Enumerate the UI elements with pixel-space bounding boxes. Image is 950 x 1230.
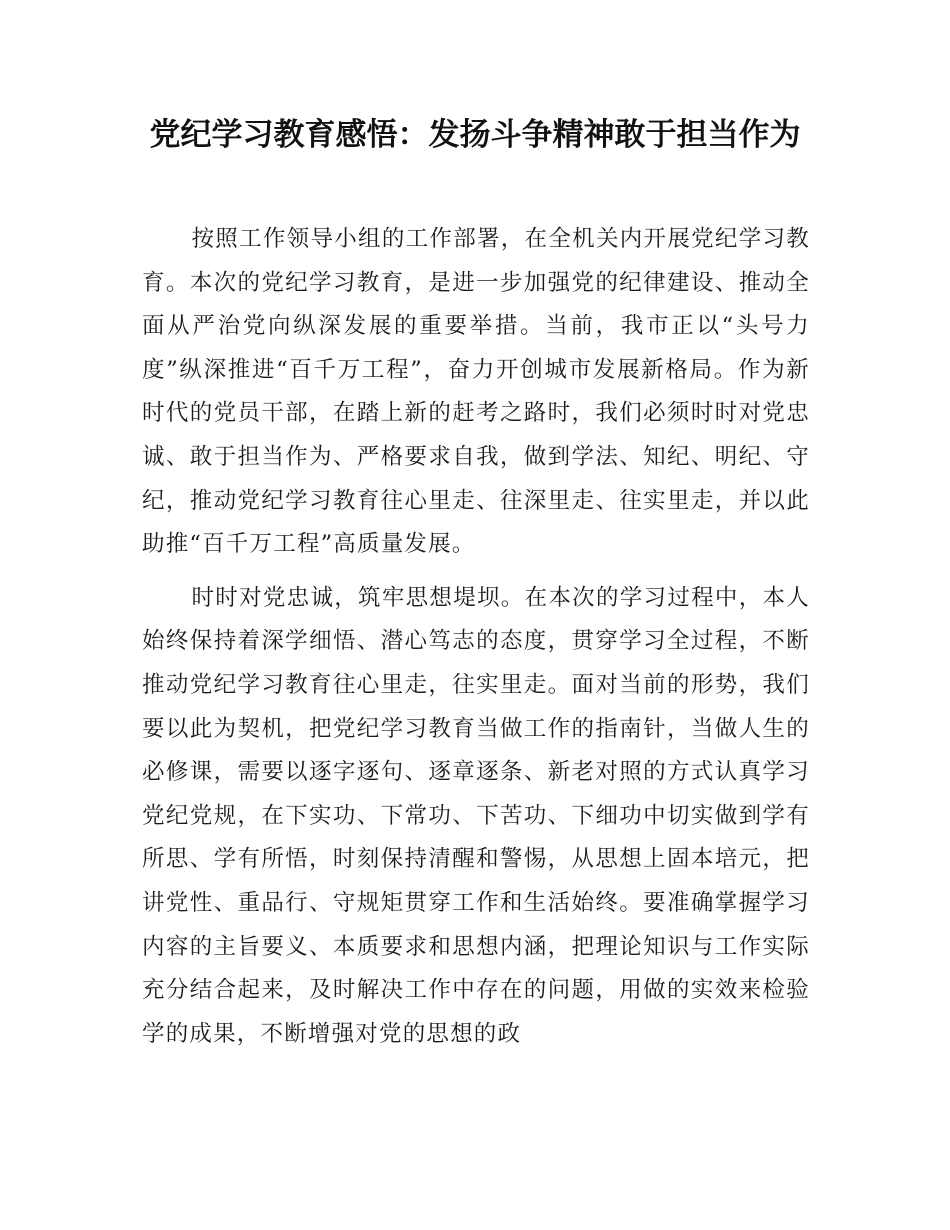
- paragraph-1: 按照工作领导小组的工作部署，在全机关内开展党纪学习教育。本次的党纪学习教育，是进一步加强党的纪律建设、推动全面从严治党向纵深发展的重要举措。当前，我市正以“头号力度”纵深推进“百千万工程”，奋力开创城市发展新格局。作为新时代的党员干部，在踏上新的赶考之路时，我们必须时时对党忠诚、敢于担当作为、严格要求自我，做到学法、知纪、明纪、守纪，推动党纪学习教育往心里走、往深里走、往实里走，并以此助推“百千万工程”高质量发展。: [142, 226, 810, 558]
- document-title: 党纪学习教育感悟：发扬斗争精神敢于担当作为: [149, 117, 801, 153]
- paragraph-2: 时时对党忠诚，筑牢思想堤坝。在本次的学习过程中，本人始终保持着深学细悟、潜心笃志的态度，贯穿学习全过程，不断推动党纪学习教育往心里走，往实里走。面对当前的形势，我们要以此为契机，把党纪学习教育当做工作的指南针，当做人生的必修课，需要以逐字逐句、逐章逐条、新老对照的方式认真学习党纪党规，在下实功、下常功、下苦功、下细功中切实做到学有所思、学有所悟，时刻保持清醒和警惕，从思想上固本培元，把讲党性、重品行、守规矩贯穿工作和生活始终。要准确掌握学习内容的主旨要义、本质要求和思想内涵，把理论知识与工作实际充分结合起来，及时解决工作中存在的问题，用做的实效来检验学的成果，不断增强对党的思想的政: [142, 584, 810, 1047]
- document-body: [142, 218, 810, 1056]
